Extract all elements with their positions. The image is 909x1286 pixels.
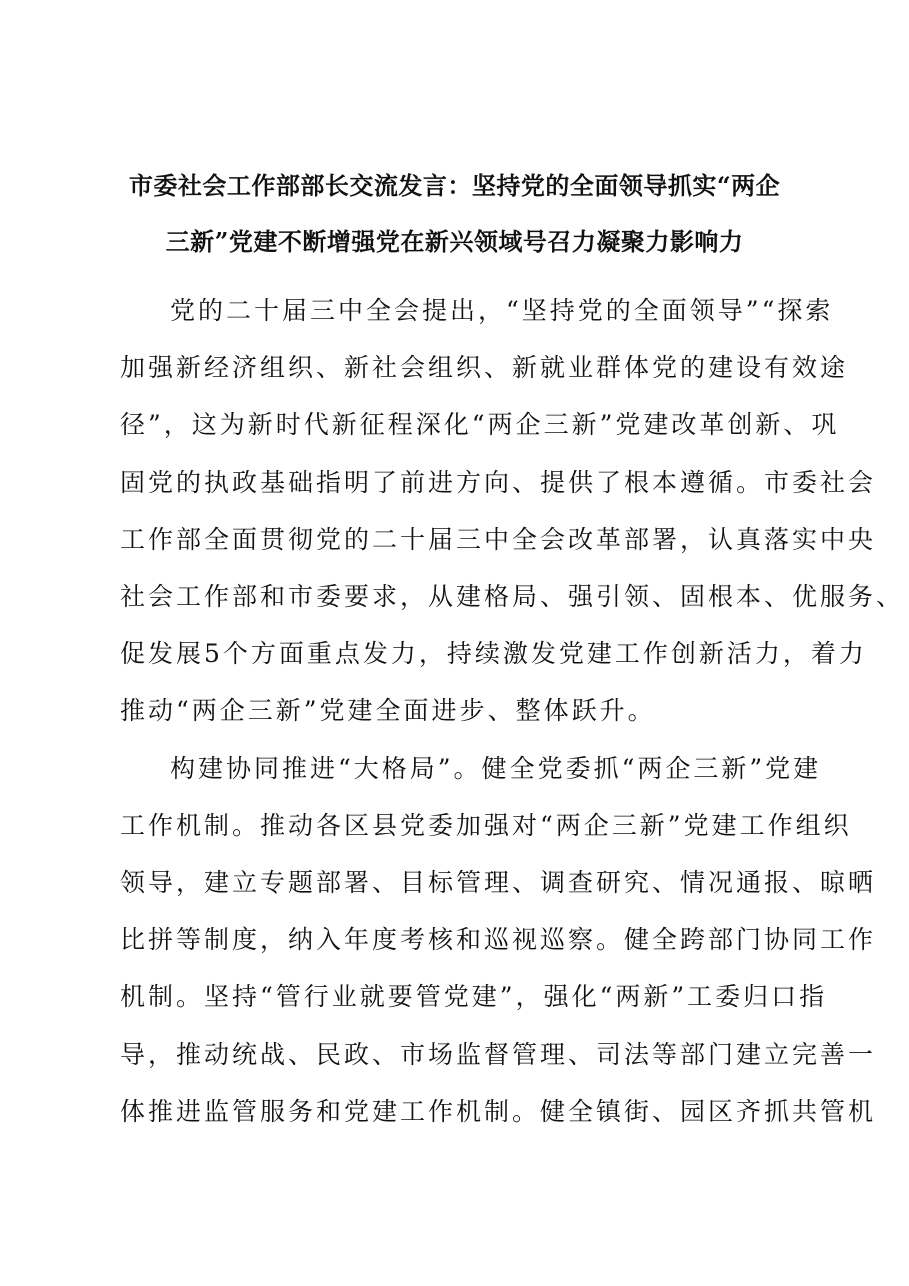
text-line: 机制。坚持“管行业就要管党建”，强化“两新”工委归口指 [120, 982, 828, 1012]
paragraph-1 [120, 282, 905, 740]
text-line: 体推进监管服务和党建工作机制。健全镇街、园区齐抓共管机 [120, 1096, 877, 1126]
title-line: 三新”党建不断增强党在新兴领域号召力凝聚力影响力 [165, 227, 744, 256]
text-line: 比拼等制度，纳入年度考核和巡视巡察。健全跨部门协同工作 [120, 925, 877, 955]
text-line: 促发展5个方面重点发力，持续激发党建工作创新活力，着力 [120, 639, 867, 669]
text-line: 构建协同推进“大格局”。健全党委抓“两企三新”党建 [170, 753, 822, 783]
text-line: 推动“两企三新”党建全面进步、整体跃升。 [120, 696, 656, 726]
paragraph-2 [120, 740, 877, 1140]
document-title [100, 158, 809, 270]
document-body [120, 282, 905, 1140]
text-line: 领导，建立专题部署、目标管理、调查研究、情况通报、晾晒 [120, 868, 877, 898]
text-line: 径”，这为新时代新征程深化“两企三新”党建改革创新、巩 [120, 410, 840, 440]
text-line: 社会工作部和市委要求，从建格局、强引领、固根本、优服务、 [120, 582, 905, 612]
text-line: 固党的执政基础指明了前进方向、提供了根本遵循。市委社会 [120, 467, 877, 497]
text-line: 导，推动统战、民政、市场监督管理、司法等部门建立完善一 [120, 1039, 877, 1069]
text-line: 工作部全面贯彻党的二十届三中全会改革部署，认真落实中央 [120, 524, 877, 554]
text-line: 党的二十届三中全会提出，“坚持党的全面领导”“探索 [170, 296, 834, 325]
title-line: 市委社会工作部部长交流发言：坚持党的全面领导抓实“两企 [128, 171, 781, 200]
text-line: 工作机制。推动各区县党委加强对“两企三新”党建工作组织 [120, 810, 852, 840]
text-line: 加强新经济组织、新社会组织、新就业群体党的建设有效途 [120, 353, 849, 383]
